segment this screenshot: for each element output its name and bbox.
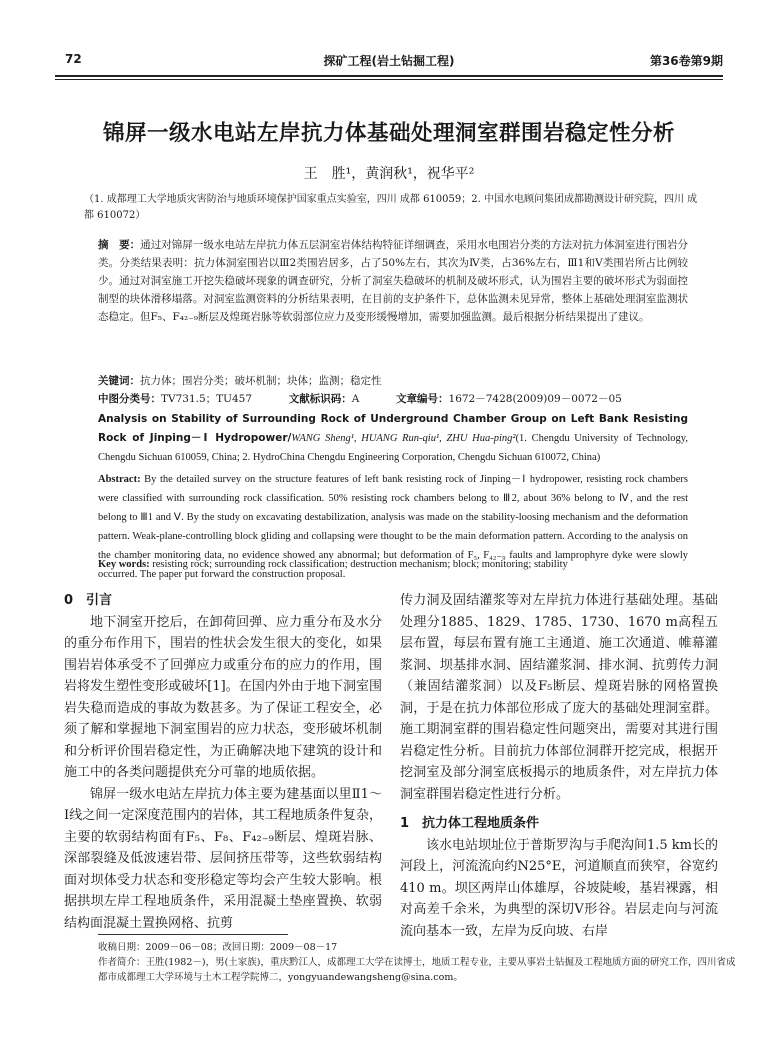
header-rule-thin bbox=[55, 79, 723, 80]
english-title-block bbox=[98, 410, 688, 467]
keywords-cn bbox=[98, 372, 688, 390]
english-keywords-text: resisting rock; surrounding rock classification; destruction mechanism; block; monitoring; stability bbox=[152, 559, 568, 570]
paragraph-2: 锦屏一级水电站左岸抗力体主要为建基面以里Ⅱ1～Ⅰ线之间一定深度范围内的岩体，其工程地质条件复杂，主要的软弱结构面有F₅、F₈、F₄₂₋₉断层、煌斑岩脉、深部裂缝及低波速岩带、层间挤压带等，这些软弱结构面对坝体受力状态和变形稳定等均会产生较大影响。根据拱坝左岸工程地质条件，采用混凝土垫座置换、软弱结构面混凝土置换网格、抗剪 bbox=[64, 786, 382, 931]
paper-title: 锦屏一级水电站左岸抗力体基础处理洞室群围岩稳定性分析 bbox=[102, 121, 675, 146]
keywords-label: 关键词： bbox=[98, 375, 140, 387]
keywords-text: 抗力体；围岩分类；破坏机制；块体；监测；稳定性 bbox=[140, 375, 382, 387]
page-number: 72 bbox=[65, 52, 82, 66]
paragraph-4: 该水电站坝址位于普斯罗沟与手爬沟间1.5 km长的河段上，河流流向约N25°E，河道顺直而狭窄，谷宽约410 m。坝区两岸山体雄厚，谷坡陡峻，基岩裸露，相对高差千余米，为典型的深切V形谷。岩层走向与河流流向基本一致，左岸为反向坡、右岸 bbox=[400, 837, 719, 939]
received-dates: 收稿日期：2009－06－08；改回日期：2009－08－17 bbox=[98, 942, 338, 953]
footnote bbox=[98, 940, 738, 985]
abstract-label: 摘 要： bbox=[98, 239, 141, 251]
author-bio: 作者简介：王胜(1982－)，男(土家族)，重庆黔江人，成都理工大学在读博士，地质工程专业，主要从事岩土钻掘及工程地质方面的研究工作，四川省成都市成都理工大学环境与土木工程学院博二，yongyuandewangsheng@sina.com。 bbox=[98, 957, 736, 983]
english-title: Analysis on Stability of Surrounding Rock of Underground Chamber Group on Left Bank Resisting Rock of Jinping－Ⅰ Hydropower/ bbox=[98, 413, 688, 444]
article-value: 1672－7428(2009)09－0072－05 bbox=[448, 393, 622, 405]
left-column bbox=[64, 590, 382, 934]
journal-name: 探矿工程(岩土钻掘工程) bbox=[323, 54, 455, 68]
classification-line bbox=[98, 390, 688, 408]
doc-label: 文献标识码： bbox=[288, 393, 352, 405]
footnote-rule bbox=[98, 934, 288, 935]
author-list: 王 胜¹，黄润秋¹，祝华平² bbox=[303, 166, 475, 182]
header-rule bbox=[55, 75, 723, 77]
paragraph-1: 地下洞室开挖后，在卸荷回弹、应力重分布及水分的重分布作用下，围岩的性状会发生很大的变化，如果围岩岩体承受不了回弹应力或重分布的应力的作用，围岩将发生塑性变形或破坏[1]。在国内外由于地下洞室围岩失稳而造成的事故为数甚多。为了保证工程安全，必须了解和掌握地下洞室围岩的应力状态，变形破坏机制和分析评价围岩稳定性，为正确解决地下建筑的设计和施工中的各类问题提供充分可靠的地质依据。 bbox=[64, 614, 382, 780]
english-authors: WANG Sheng¹, HUANG Run-qiu¹, ZHU Hua-ping² bbox=[291, 433, 516, 444]
article-label: 文章编号： bbox=[396, 393, 449, 405]
english-abstract-text: By the detailed survey on the structure features of left bank resisting rock of Jinping－Ⅰ hydropower, resisting rock chambers were classified with surrounding rock classification. 50% resisting rock chambers belong to Ⅲ2, about 36% belong to Ⅳ, and the rest belong to Ⅲ1 and Ⅴ. By the study on excavating destabilization, analysis was made on the stability-loosing mechanism and the deformation pattern. Weak-plane-controlling block gliding and collapsing were thought to be the main deformation pattern. According to the analysis on the chamber monitoring data, no evidence showed any abnormal; but deformation of F₅, F₄₂₋₉ faults and lamprophyre dyke were slowly occurred. The paper put forward the construction proposal. bbox=[98, 474, 688, 580]
abstract-cn bbox=[98, 236, 688, 326]
english-keywords bbox=[98, 555, 688, 574]
running-header bbox=[55, 52, 723, 74]
abstract-text: 通过对锦屏一级水电站左岸抗力体五层洞室岩体结构特征详细调查，采用水电围岩分类的方法对抗力体洞室进行围岩分类。分类结果表明：抗力体洞室围岩以Ⅲ2类围岩居多，占了50%左右，其次为Ⅳ类，占36%左右，Ⅲ1和Ⅴ类围岩所占比例较少。通过对洞室施工开挖失稳破坏现象的调查研究，分析了洞室失稳破坏的机制及破坏形式，认为围岩主要的破坏形式为弱面控制型的块体滑移塌落。对洞室监测资料的分析结果表明，在目前的支护条件下，总体监测未见异常，整体上基础处理洞室监测状态稳定。但F₅、F₄₂₋₉断层及煌斑岩脉等软弱部位应力及变形缓慢增加，需要加强监测。最后根据分析结果提出了建议。 bbox=[98, 239, 689, 323]
english-keywords-label: Key words: bbox=[98, 559, 150, 570]
section-1-title: 1 抗力体工程地质条件 bbox=[400, 816, 540, 831]
section-0-title: 0 引言 bbox=[64, 593, 113, 608]
clc-label: 中图分类号： bbox=[98, 393, 161, 405]
paragraph-3: 传力洞及固结灌浆等对左岸抗力体进行基础处理。基础处理分1885、1829、1785、1730、1670 m高程五层布置，每层布置有施工主通道、施工次通道、帷幕灌浆洞、坝基排水洞、固结灌浆洞、排水洞、抗剪传力洞（兼固结灌浆洞）以及F₅断层、煌斑岩脉的网格置换洞，于是在抗力体部位形成了庞大的基础处理洞室群。施工期洞室群的围岩稳定性问题突出，需要对其进行围岩稳定性分析。目前抗力体部位洞群开挖完成，根据开挖洞室及部分洞室底板揭示的地质条件，对左岸抗力体洞室群围岩稳定性进行分析。 bbox=[400, 593, 718, 802]
volume-issue: 第36卷第9期 bbox=[649, 54, 723, 68]
english-abstract-label: Abstract: bbox=[98, 474, 141, 485]
english-affiliation: (1. Chengdu University of Technology, Chengdu Sichuan 610059, China; 2. HydroChina Chengdu Engineering Corporation, Chengdu Sichuan 610072, China) bbox=[98, 433, 688, 463]
right-column bbox=[400, 590, 718, 942]
clc-value: TV731.5；TU457 bbox=[161, 393, 253, 405]
affiliation: （1. 成都理工大学地质灾害防治与地质环境保护国家重点实验室，四川 成都 610059；2. 中国水电顾问集团成都勘测设计研究院，四川 成都 610072） bbox=[84, 194, 698, 221]
doc-value: A bbox=[351, 393, 360, 405]
